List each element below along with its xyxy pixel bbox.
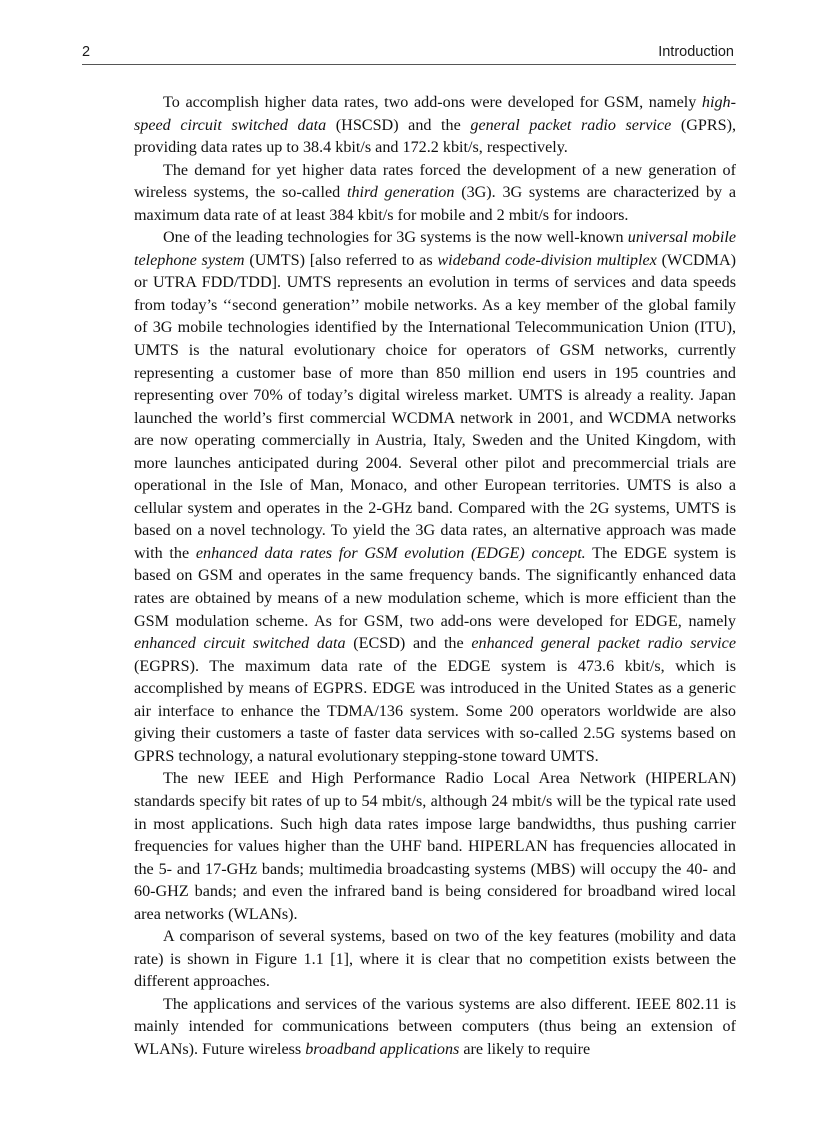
text-run: The new IEEE and High Performance Radio Local Area Network (HIPERLAN) standards specify bit rates of up to 54 mbit/s, although 24 mbit/s will be the typical rate used in most applications. Such high data rates impose large bandwidths, thus pushing carrier frequencies for values higher than the UHF band. HIPERLAN has frequencies allocated in the 5- and 17-GHz bands; multimedia broadcasting systems (MBS) will occupy the 40- and 60-GHZ bands; and even the infrared band is being considered for broadband wired local area networks (WLANs).: [134, 770, 736, 923]
paragraph: [134, 926, 736, 994]
italic-term: enhanced circuit switched data: [134, 635, 346, 653]
paragraph: [134, 768, 736, 926]
text-run: One of the leading technologies for 3G systems is the now well-known: [163, 229, 628, 247]
italic-term: broadband applications: [305, 1040, 460, 1058]
italic-term: enhanced general packet radio service: [471, 635, 736, 653]
italic-term: universal mobile telephone system: [134, 229, 736, 269]
italic-term: enhanced data rates for GSM evolution (EDGE) concept.: [195, 544, 586, 562]
text-run: (WCDMA) or UTRA FDD/TDD]. UMTS represents an evolution in terms of services and data speeds from today’s ‘‘second generation’’ mobile networks. As a key member of the global family of 3G mobile technologies identified by the International Telecommunication Union (ITU), UMTS is the natural evolutionary choice for operators of GSM networks, currently representing a customer base of more than 850 million end users in 195 countries and representing over 70% of today’s digital wireless market. UMTS is already a reality. Japan launched the world’s first commercial WCDMA network in 2001, and WCDMA networks are now operating commercially in Austria, Italy, Sweden and the United Kingdom, with more launches anticipated during 2004. Several other pilot and precommercial trials are operational in the Isle of Man, Monaco, and other European territories. UMTS is also a cellular system and operates in the 2-GHz band. Compared with the 2G systems, UMTS is based on a novel technology. To yield the 3G data rates, an alternative approach was made with the: [134, 251, 737, 562]
text-run: (EGPRS). The maximum data rate of the EDGE system is 473.6 kbit/s, which is accomplished by means of EGPRS. EDGE was introduced in the United States as a generic air interface to enhance the TDMA/136 system. Some 200 operators worldwide are also giving their customers a taste of faster data services with so-called 2.5G systems based on GPRS technology, a natural evolutionary stepping-stone toward UMTS.: [134, 657, 736, 765]
italic-term: third generation: [346, 184, 455, 202]
section-title: Introduction: [658, 44, 734, 60]
text-run: are likely to require: [459, 1040, 591, 1058]
paragraph: [134, 92, 736, 160]
paragraph: [134, 994, 736, 1062]
text-run: The applications and services of the various systems are also different. IEEE 802.11 is mainly intended for communications between computers (thus being an extension of WLANs). Future wireless: [134, 995, 736, 1058]
italic-term: high-speed circuit switched data: [134, 94, 736, 134]
text-run: (3G). 3G systems are characterized by a maximum data rate of at least 384 kbit/s for mobile and 2 mbit/s for indoors.: [134, 184, 736, 224]
text-run: The EDGE system is based on GSM and operates in the same frequency bands. The significantly enhanced data rates are obtained by means of a new modulation scheme, which is more efficient than the GSM modulation scheme. As for GSM, two add-ons were developed for EDGE, namely: [134, 544, 737, 630]
text-run: (HSCSD) and the: [326, 116, 471, 134]
paragraph: [134, 160, 736, 228]
text-run: (ECSD) and the: [345, 635, 472, 653]
paragraph: [134, 227, 736, 768]
text-run: (GPRS), providing data rates up to 38.4 kbit/s and 172.2 kbit/s, respectively.: [134, 116, 736, 157]
body-text: [134, 92, 736, 1062]
text-run: A comparison of several systems, based on two of the key features (mobility and data rate) is shown in Figure 1.1 [1], where it is clear that no competition exists between the different approaches.: [134, 928, 736, 991]
italic-term: wideband code-division multiplex: [437, 251, 657, 269]
text-run: To accomplish higher data rates, two add-ons were developed for GSM, namely: [163, 94, 702, 111]
text-run: The demand for yet higher data rates forced the development of a new generation of wireless systems, the so-called: [134, 161, 736, 202]
italic-term: general packet radio service: [470, 116, 672, 134]
page-number: 2: [82, 44, 91, 60]
header-rule: [82, 64, 736, 65]
running-header: [82, 44, 734, 64]
text-run: (UMTS) [also referred to as: [244, 251, 438, 269]
